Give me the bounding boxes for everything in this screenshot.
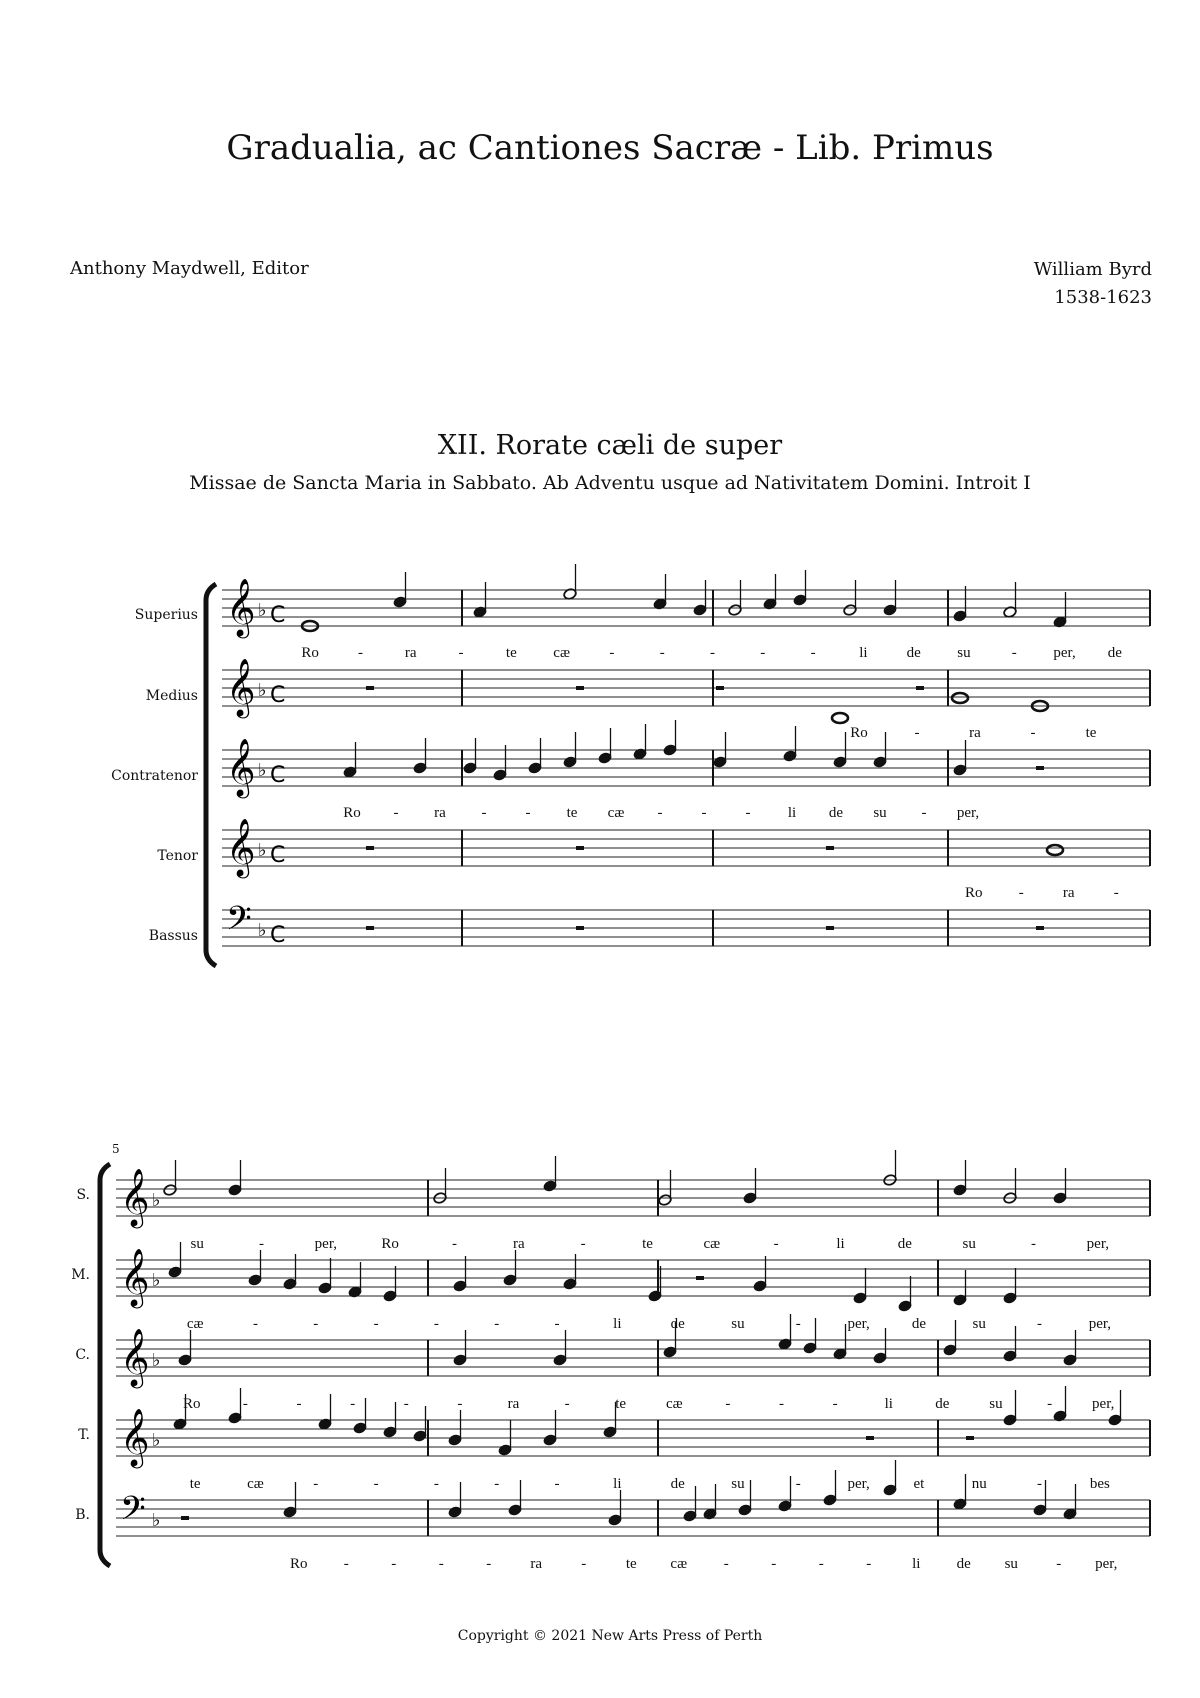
lyric-syllable: - [1018, 885, 1024, 901]
lyric-syllable: per, [847, 1476, 870, 1492]
rest [866, 1436, 874, 1440]
lyric-syllable: - [657, 805, 663, 821]
voice-label-medius: Medius [145, 688, 198, 704]
lyric-syllable: de [1107, 645, 1122, 661]
lyric-syllable: - [357, 645, 363, 661]
note-superius [793, 570, 807, 606]
piece-title: XII. Rorate cæli de super [437, 430, 783, 461]
flat-icon: ♭ [152, 1270, 161, 1291]
note-t [1053, 1386, 1067, 1422]
lyric-syllable: ra [513, 1236, 525, 1252]
note-b [823, 1470, 837, 1506]
lyric-syllable: - [554, 1476, 560, 1492]
voice-label-s: S. [76, 1187, 90, 1203]
lyrics-m [187, 1316, 1111, 1332]
lyric-syllable: Ro [381, 1236, 399, 1252]
piece-subtitle: Missae de Sancta Maria in Sabbato. Ab Adventu usque ad Nativitatem Domini. Introit I [189, 472, 1031, 494]
composer-dates: 1538-1623 [1054, 287, 1152, 308]
lyric-syllable: - [866, 1556, 872, 1572]
lyric-syllable: te [625, 1556, 637, 1572]
flat-icon: ♭ [152, 1350, 161, 1371]
lyric-syllable: - [457, 1396, 463, 1412]
staff-system2-voice-2 [116, 1340, 1150, 1376]
lyric-syllable: Ro [289, 1556, 308, 1572]
lyric-syllable: su [731, 1316, 745, 1332]
lyric-syllable: su [190, 1236, 204, 1252]
lyric-syllable: per, [314, 1236, 337, 1252]
lyric-syllable: te [189, 1476, 201, 1492]
lyric-syllable: cæ [665, 1396, 683, 1412]
lyric-syllable: - [1011, 645, 1017, 661]
measure-number: 5 [112, 1142, 120, 1156]
voice-label-bassus: Bassus [148, 928, 198, 944]
note-superius [563, 564, 577, 600]
lyric-syllable: bes [1089, 1476, 1110, 1492]
lyric-syllable: - [1047, 1396, 1053, 1412]
note-s [1003, 1168, 1017, 1204]
flat-icon: ♭ [258, 840, 267, 861]
lyric-syllable: Ro [850, 725, 868, 741]
collection-title: Gradualia, ac Cantiones Sacræ - Lib. Primus [226, 128, 994, 168]
rest [696, 1276, 704, 1280]
note-contratenor [953, 740, 967, 776]
note-t [413, 1406, 427, 1442]
note-contratenor [343, 742, 357, 778]
lyric-syllable: te [566, 805, 578, 821]
treble-clef-icon: 𝄞 [120, 1328, 150, 1386]
lyric-syllable: - [1037, 1476, 1043, 1492]
flat-icon: ♭ [258, 920, 267, 941]
lyric-syllable: - [296, 1396, 302, 1412]
note-superius [1003, 582, 1017, 618]
bass-clef-icon: 𝄢 [120, 1490, 146, 1536]
voice-label-t: T. [78, 1427, 90, 1443]
lyrics-c [183, 1396, 1114, 1412]
note-contratenor [463, 738, 477, 774]
note-s [433, 1168, 447, 1204]
rest [576, 846, 584, 850]
lyrics-medius [850, 725, 1097, 741]
bass-clef-icon: 𝄢 [226, 900, 252, 946]
note-t [228, 1388, 242, 1424]
note-m [563, 1254, 577, 1290]
flat-icon: ♭ [258, 760, 267, 781]
lyric-syllable: - [391, 1556, 397, 1572]
note-c [778, 1314, 792, 1350]
note-m [348, 1262, 362, 1298]
lyric-syllable: cæ [670, 1556, 688, 1572]
rest [576, 686, 584, 690]
lyrics-superius [301, 645, 1122, 661]
lyric-syllable: - [795, 1476, 801, 1492]
lyric-syllable: - [373, 1316, 379, 1332]
note-superius [843, 580, 857, 616]
note-s [543, 1156, 557, 1192]
lyric-syllable: cæ [553, 645, 570, 661]
lyric-syllable: per, [1086, 1236, 1109, 1252]
staff-system2-voice-4 [116, 1500, 1150, 1536]
lyric-syllable: de [897, 1236, 912, 1252]
lyric-syllable: - [313, 1476, 319, 1492]
lyric-syllable: - [242, 1396, 248, 1412]
lyric-syllable: - [373, 1476, 379, 1492]
note-t [318, 1394, 332, 1430]
lyric-syllable: de [911, 1316, 926, 1332]
rest [1036, 766, 1044, 770]
lyric-syllable: - [343, 1556, 349, 1572]
lyric-syllable: - [433, 1476, 439, 1492]
note-contratenor [633, 724, 647, 760]
lyric-syllable: - [723, 1556, 729, 1572]
lyric-syllable: - [914, 725, 920, 741]
rest [826, 846, 834, 850]
lyric-syllable: ra [507, 1396, 520, 1412]
lyric-syllable: - [458, 645, 464, 661]
note-m [898, 1276, 912, 1312]
flat-icon: ♭ [152, 1510, 161, 1531]
lyric-syllable: de [956, 1556, 971, 1572]
lyric-syllable: su [873, 805, 887, 821]
rest [366, 686, 374, 690]
note-superius [883, 580, 897, 616]
lyric-syllable: de [906, 645, 921, 661]
lyric-syllable: - [1031, 1236, 1036, 1252]
lyric-syllable: - [921, 805, 927, 821]
copyright: Copyright © 2021 New Arts Press of Perth [457, 1628, 763, 1644]
lyric-syllable: - [403, 1396, 409, 1412]
staff-system1-contratenor [222, 750, 1150, 786]
flat-icon: ♭ [258, 600, 267, 621]
note-superius [763, 574, 777, 610]
lyric-syllable: - [1113, 885, 1119, 901]
lyric-syllable: su [972, 1316, 986, 1332]
note-s [883, 1150, 897, 1186]
lyric-syllable: te [1085, 725, 1097, 741]
lyric-syllable: - [1037, 1316, 1043, 1332]
lyric-syllable: te [642, 1236, 653, 1252]
rest [716, 686, 724, 690]
note-s [658, 1170, 672, 1206]
lyric-syllable: li [787, 805, 797, 821]
rest [826, 926, 834, 930]
time-signature: C [270, 763, 286, 788]
lyric-syllable: - [252, 1316, 258, 1332]
rest [181, 1516, 189, 1520]
system-brace [206, 584, 216, 966]
staff-system2-voice-1 [116, 1260, 1150, 1296]
note-superius [473, 582, 487, 618]
staff-system1-tenor [222, 830, 1150, 866]
lyric-syllable: li [912, 1556, 921, 1572]
lyric-syllable: - [486, 1556, 492, 1572]
note-m [383, 1266, 397, 1302]
lyric-syllable: per, [1088, 1316, 1111, 1332]
lyric-syllable: - [725, 1396, 731, 1412]
whole-note [832, 713, 848, 723]
note-m [503, 1250, 517, 1286]
note-t [1003, 1390, 1017, 1426]
note-m [853, 1268, 867, 1304]
treble-clef-icon: 𝄞 [226, 818, 256, 876]
lyric-syllable: - [701, 805, 707, 821]
note-t [543, 1410, 557, 1446]
lyric-syllable: - [525, 805, 531, 821]
note-c [943, 1320, 957, 1356]
lyric-syllable: - [659, 645, 665, 661]
lyric-syllable: cæ [247, 1476, 264, 1492]
note-s [953, 1160, 967, 1196]
note-c [833, 1324, 847, 1360]
flat-icon: ♭ [152, 1430, 161, 1451]
note-m [1003, 1268, 1017, 1304]
rest [916, 686, 924, 690]
lyric-syllable: su [1004, 1556, 1018, 1572]
lyric-syllable: su [989, 1396, 1003, 1412]
lyric-syllable: - [773, 1236, 779, 1252]
note-c [1063, 1330, 1077, 1366]
lyric-syllable: ra [434, 805, 446, 821]
lyric-syllable: et [913, 1476, 925, 1492]
lyric-syllable: cæ [186, 1316, 204, 1332]
voice-label-superius: Superius [134, 607, 198, 623]
lyric-syllable: - [581, 1556, 587, 1572]
note-m [248, 1250, 262, 1286]
lyric-syllable: te [615, 1396, 627, 1412]
staff-system2-voice-3 [116, 1420, 1150, 1456]
note-contratenor [598, 728, 612, 764]
staff-system1-bassus [222, 910, 1150, 946]
lyric-syllable: li [613, 1476, 622, 1492]
flat-icon: ♭ [152, 1190, 161, 1211]
time-signature: C [270, 683, 286, 708]
voice-label-c: C. [75, 1347, 90, 1363]
note-contratenor [413, 738, 427, 774]
note-s [1053, 1168, 1067, 1204]
lyric-syllable: ra [969, 725, 981, 741]
note-b [703, 1484, 717, 1520]
staff-system2-voice-0 [116, 1180, 1150, 1216]
lyric-syllable: - [313, 1316, 319, 1332]
lyric-syllable: su [962, 1236, 976, 1252]
lyric-syllable: - [494, 1476, 500, 1492]
lyric-syllable: per, [1095, 1556, 1118, 1572]
treble-clef-icon: 𝄞 [226, 738, 256, 796]
note-b [883, 1460, 897, 1496]
lyric-syllable: - [760, 645, 766, 661]
lyric-syllable: li [884, 1396, 893, 1412]
treble-clef-icon: 𝄞 [120, 1248, 150, 1306]
note-m [318, 1258, 332, 1294]
note-s [743, 1168, 757, 1204]
note-m [753, 1256, 767, 1292]
rest [1036, 926, 1044, 930]
lyric-syllable: - [259, 1236, 264, 1252]
lyric-syllable: Ro [301, 645, 319, 661]
note-b [683, 1486, 697, 1522]
note-b [953, 1474, 967, 1510]
note-c [1003, 1326, 1017, 1362]
note-c [453, 1330, 467, 1366]
note-c [873, 1328, 887, 1364]
lyric-syllable: cæ [607, 805, 625, 821]
lyric-syllable: Ro [343, 805, 361, 821]
note-b [1063, 1484, 1077, 1520]
note-b [508, 1480, 522, 1516]
lyric-syllable: Ro [964, 885, 983, 901]
lyric-syllable: Ro [183, 1396, 201, 1412]
staff-system1-medius [222, 670, 1150, 706]
lyric-syllable: - [745, 805, 751, 821]
note-s [163, 1160, 177, 1196]
lyric-syllable: li [859, 645, 868, 661]
lyric-syllable: li [836, 1236, 845, 1252]
note-superius [693, 580, 707, 616]
lyric-syllable: - [779, 1396, 785, 1412]
lyric-syllable: per, [956, 805, 980, 821]
lyric-syllable: - [393, 805, 399, 821]
note-contratenor [783, 726, 797, 762]
lyric-syllable: cæ [703, 1236, 721, 1252]
lyric-syllable: de [935, 1396, 950, 1412]
whole-note [1047, 845, 1063, 855]
treble-clef-icon: 𝄞 [226, 578, 256, 636]
note-c [803, 1318, 817, 1354]
note-superius [1053, 592, 1067, 628]
note-m [953, 1270, 967, 1306]
lyric-syllable: su [731, 1476, 745, 1492]
lyric-syllable: - [481, 805, 487, 821]
note-m [453, 1256, 467, 1292]
treble-clef-icon: 𝄞 [226, 658, 256, 716]
rest [366, 846, 374, 850]
lyrics-b [290, 1556, 1117, 1572]
note-superius [953, 586, 967, 622]
lyric-syllable: nu [971, 1476, 987, 1492]
lyric-syllable: per, [1053, 645, 1076, 661]
note-m [283, 1254, 297, 1290]
lyric-syllable: - [818, 1556, 824, 1572]
whole-note [952, 693, 968, 703]
lyric-syllable: - [580, 1236, 586, 1252]
note-t [448, 1410, 462, 1446]
lyric-syllable: - [1056, 1556, 1062, 1572]
lyric-syllable: - [1030, 725, 1036, 741]
lyric-syllable: per, [1092, 1396, 1115, 1412]
note-c [178, 1330, 192, 1366]
lyric-syllable: - [832, 1396, 838, 1412]
flat-icon: ♭ [258, 680, 267, 701]
lyric-syllable: - [438, 1556, 444, 1572]
lyric-syllable: - [452, 1236, 457, 1252]
time-signature: C [270, 603, 286, 628]
lyric-syllable: te [505, 645, 517, 661]
lyric-syllable: - [494, 1316, 500, 1332]
lyric-syllable: de [670, 1316, 685, 1332]
composer-name: William Byrd [1033, 259, 1152, 280]
time-signature: C [270, 843, 286, 868]
lyric-syllable: ra [530, 1556, 543, 1572]
lyric-syllable: - [609, 645, 615, 661]
lyrics-t [190, 1476, 1110, 1492]
voice-label-tenor: Tenor [157, 848, 198, 864]
treble-clef-icon: 𝄞 [120, 1168, 150, 1226]
time-signature: C [270, 923, 286, 948]
lyric-syllable: - [433, 1316, 439, 1332]
lyric-syllable: - [771, 1556, 777, 1572]
voice-label-b: B. [75, 1507, 90, 1523]
lyric-syllable: de [670, 1476, 685, 1492]
note-m [648, 1266, 662, 1302]
lyric-syllable: - [554, 1316, 560, 1332]
lyric-syllable: - [795, 1316, 801, 1332]
rest [366, 926, 374, 930]
note-c [553, 1330, 567, 1366]
lyric-syllable: su [957, 645, 971, 661]
lyric-syllable: - [564, 1396, 570, 1412]
note-contratenor [528, 738, 542, 774]
lyric-syllable: - [350, 1396, 356, 1412]
lyric-syllable: - [710, 645, 715, 661]
voice-label-m: M. [71, 1267, 90, 1283]
rest [576, 926, 584, 930]
note-superius [653, 574, 667, 610]
lyrics-contratenor [343, 805, 979, 821]
lyric-syllable: per, [847, 1316, 870, 1332]
note-contratenor [663, 720, 677, 756]
lyrics-s [190, 1236, 1108, 1252]
lyric-syllable: - [810, 645, 816, 661]
note-b [778, 1476, 792, 1512]
note-superius [728, 580, 742, 616]
system-brace [100, 1164, 110, 1566]
lyrics-tenor [965, 885, 1119, 901]
lyric-syllable: ra [404, 645, 417, 661]
treble-clef-icon: 𝄞 [120, 1408, 150, 1466]
lyric-syllable: de [828, 805, 844, 821]
lyric-syllable: li [613, 1316, 622, 1332]
voice-label-contratenor: Contratenor [111, 768, 198, 784]
note-b [608, 1490, 622, 1526]
note-s [228, 1160, 242, 1196]
editor-credit: Anthony Maydwell, Editor [70, 258, 309, 279]
rest [966, 1436, 974, 1440]
lyric-syllable: ra [1062, 885, 1075, 901]
